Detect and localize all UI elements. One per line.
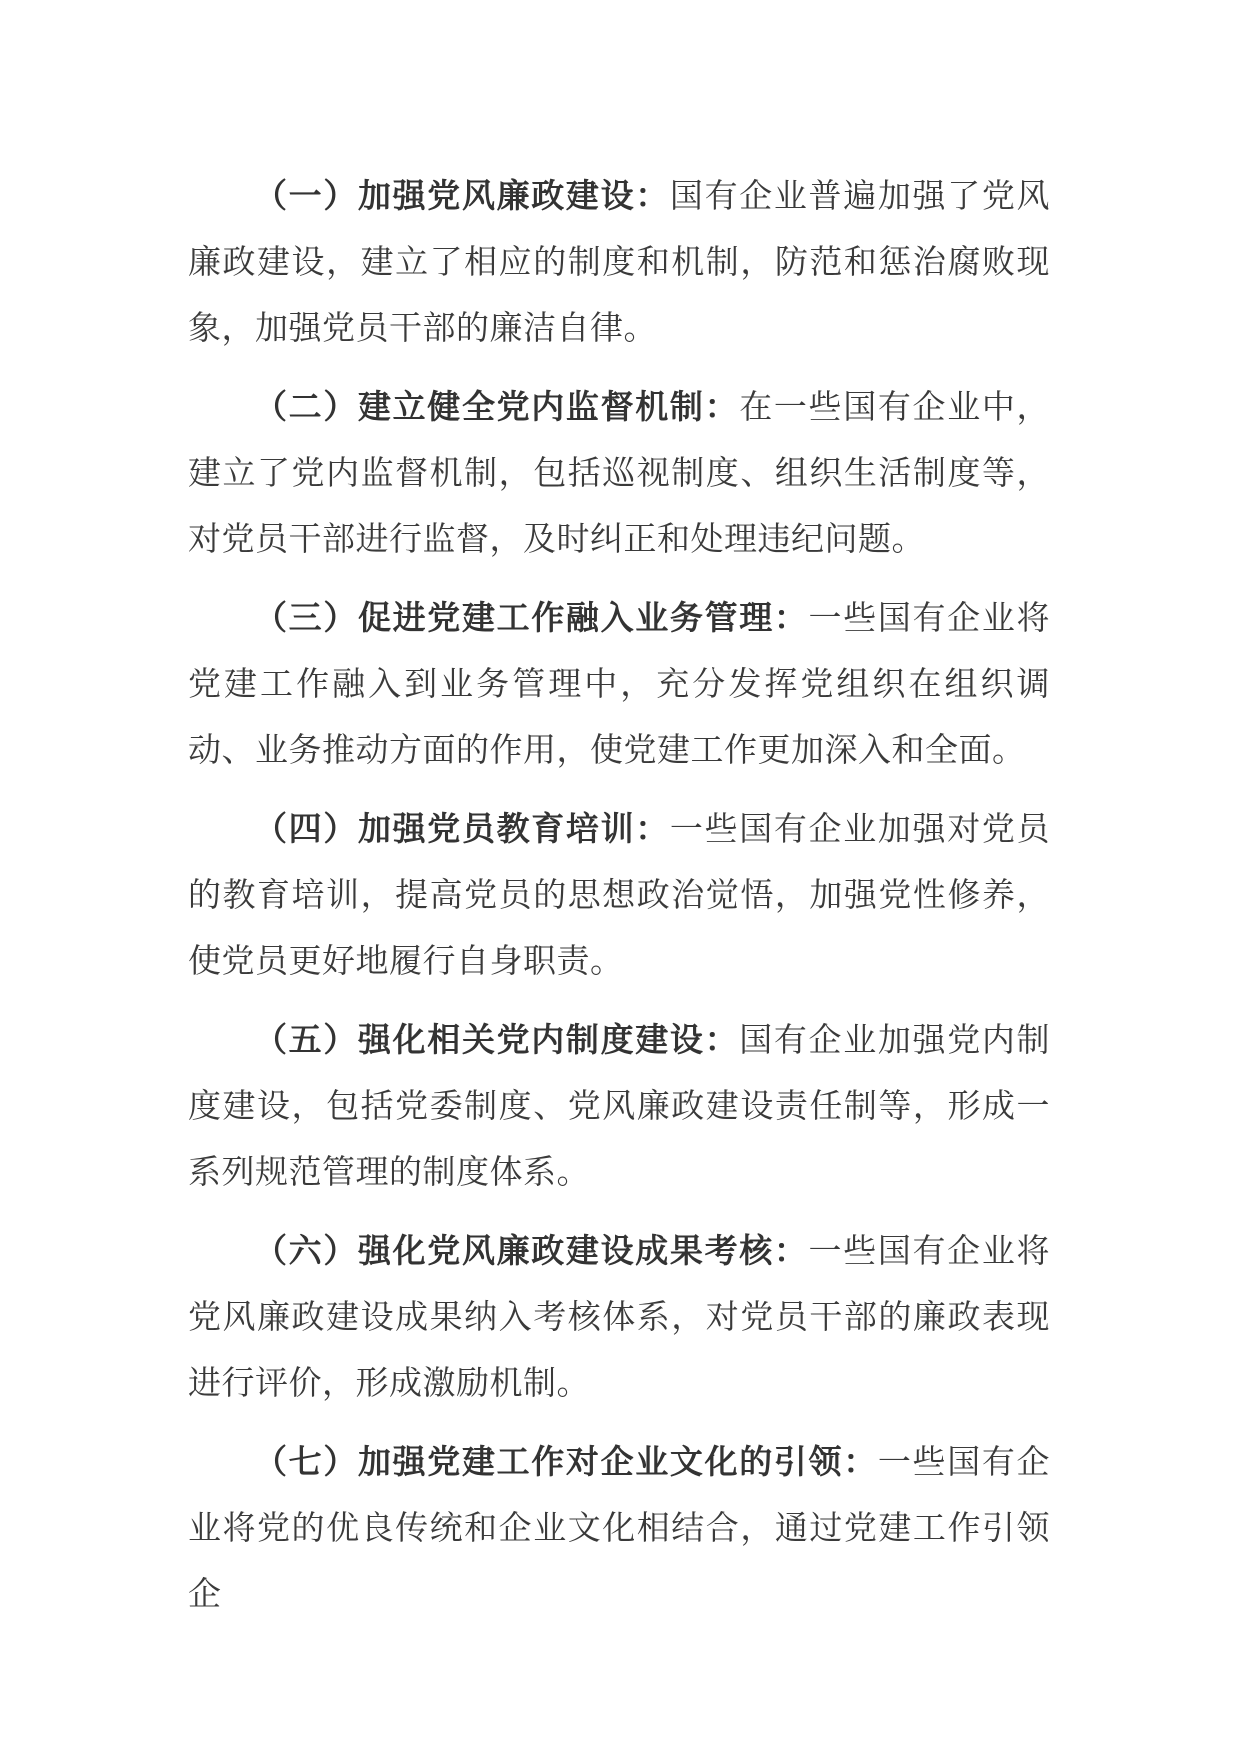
paragraph-body: 一些国有企业将党的优良传统和企业文化相结合，通过党建工作引领企 [188,1442,1051,1613]
paragraph-6 [188,1218,1050,1416]
paragraph-5 [188,1007,1050,1205]
paragraph-heading: （七）加强党建工作对企业文化的引领： [254,1442,878,1481]
paragraph-body: 国有企业加强党内制度建设，包括党委制度、党风廉政建设责任制等，形成一系列规范管理的制度体系。 [188,1020,1051,1191]
paragraph-heading: （五）强化相关党内制度建设： [254,1020,740,1059]
paragraph-heading: （三）促进党建工作融入业务管理： [254,598,809,637]
paragraph-body: 一些国有企业加强对党员的教育培训，提高党员的思想政治觉悟，加强党性修养，使党员更好地履行自身职责。 [188,809,1051,980]
paragraph-7 [188,1429,1050,1627]
paragraph-heading: （二）建立健全党内监督机制： [254,387,740,426]
paragraph-body: 一些国有企业将党建工作融入到业务管理中，充分发挥党组织在组织调动、业务推动方面的作用，使党建工作更加深入和全面。 [188,598,1051,769]
paragraph-body: 一些国有企业将党风廉政建设成果纳入考核体系，对党员干部的廉政表现进行评价，形成激励机制。 [188,1231,1051,1402]
paragraph-body: 国有企业普遍加强了党风廉政建设，建立了相应的制度和机制，防范和惩治腐败现象，加强党员干部的廉洁自律。 [188,176,1051,347]
paragraph-heading: （六）强化党风廉政建设成果考核： [254,1231,809,1270]
paragraph-body: 在一些国有企业中，建立了党内监督机制，包括巡视制度、组织生活制度等，对党员干部进行监督，及时纠正和处理违纪问题。 [188,387,1051,558]
paragraph-3 [188,585,1050,783]
document-page [188,163,1050,1640]
paragraph-heading: （一）加强党风廉政建设： [254,176,670,215]
paragraph-4 [188,796,1050,994]
paragraph-1 [188,163,1050,361]
paragraph-2 [188,374,1050,572]
paragraph-heading: （四）加强党员教育培训： [254,809,670,848]
